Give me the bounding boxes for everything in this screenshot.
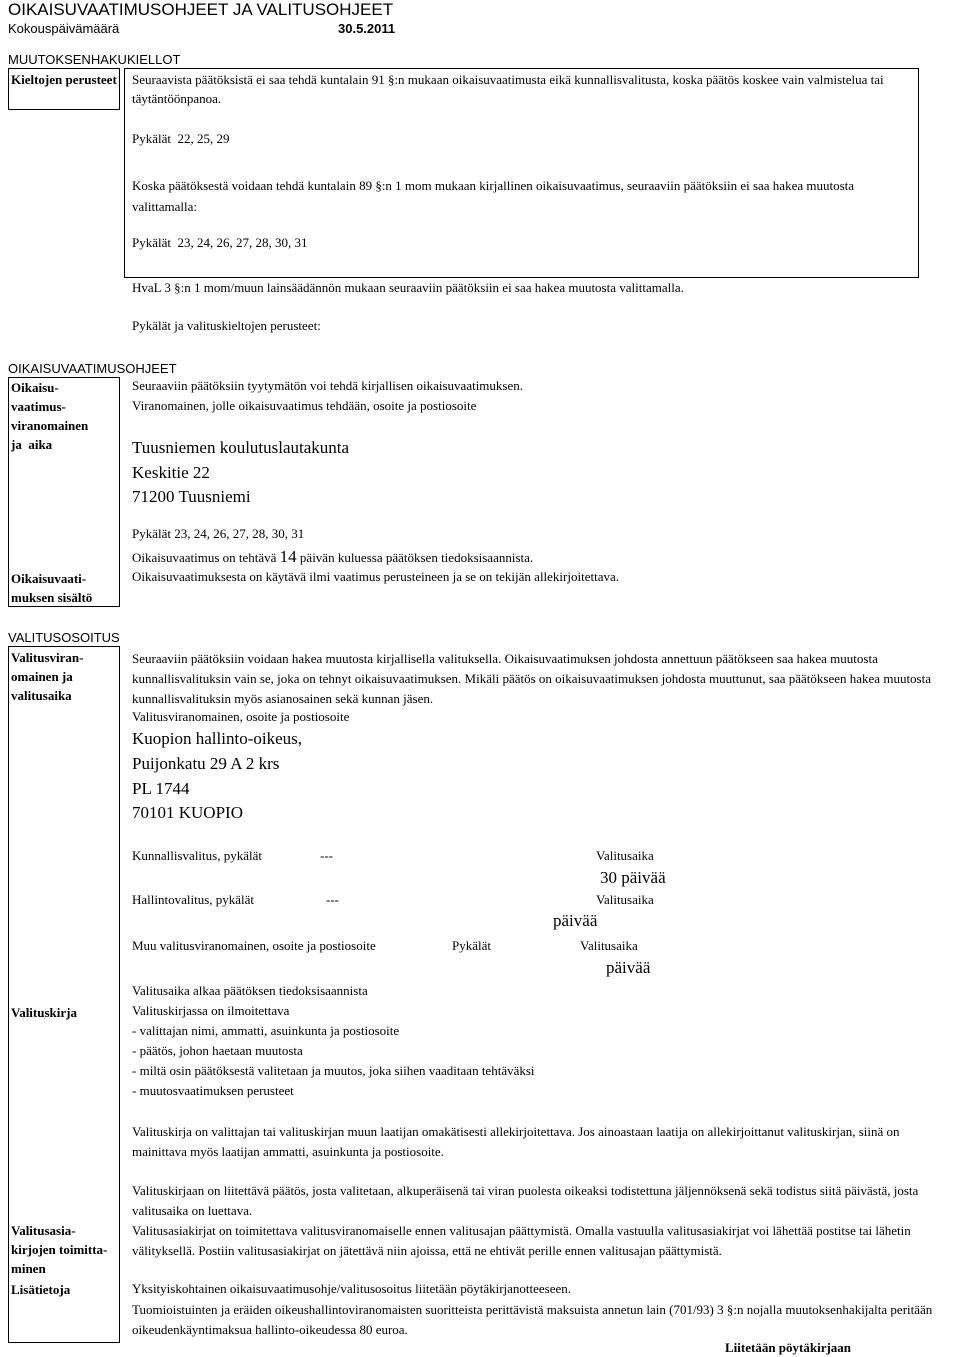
valitus-address-3: PL 1744 — [132, 779, 190, 798]
label-line: omainen ja — [11, 669, 73, 684]
hallintovalitus-dash: --- — [326, 892, 339, 907]
kielto-pykalat-2: Pykälät 23, 24, 26, 27, 28, 30, 31 — [132, 235, 308, 250]
hallintovalitus-label: Hallintovalitus, pykälät — [132, 892, 255, 907]
muu-viranomainen-label: Muu valitusviranomainen, osoite ja postiosoite — [132, 938, 376, 953]
valitus-address-1: Kuopion hallinto-oikeus, — [132, 729, 302, 748]
kunnallisvalitus-label: Kunnallisvalitus, pykälät — [132, 848, 262, 863]
label-line: valitusaika — [11, 688, 72, 703]
label-line: minen — [11, 1261, 46, 1276]
valituskirja-signature: Valituskirja on valittajan tai valituskirjan muun laatijan omakätisesti allekirjoitettava. Jos ainoastaan laatija on allekirjoittanut valituskirjan, siinä on mainittava myös laatijan ammatti, asuinkunta ja postiosoite. — [132, 1124, 900, 1159]
section-heading-oikaisuvaatimusohjeet: OIKAISUVAATIMUSOHJEET — [8, 361, 177, 376]
label-valitusviranomainen — [11, 648, 83, 705]
label-line: viranomainen — [11, 418, 89, 433]
label-line: Valitusviran- — [11, 650, 84, 665]
muu-time-label: Valitusaika — [580, 938, 638, 953]
valitus-paragraph-1: Seuraaviin päätöksiin voidaan hakea muutosta kirjallisella valituksella. Oikaisuvaatimuksen johdosta annettuun päätökseen saa hakea muutosta kunnallisvalituksin vain se, joka on tehnyt oikaisuvaatimuksen. Mikäli päätös on oikaisuvaatimuksen johdosta muuttunut, saa päätökseen hakea muutosta kunnallisvalituksin myös asianosainen sekä kunnan jäsen. — [132, 651, 931, 706]
kielto-paragraph-1: Seuraavista päätöksistä ei saa tehdä kuntalain 91 §:n mukaan oikaisuvaatimusta eikä kunnallisvalitusta, koska päätös koskee vain valmistelua tai täytäntöönpanoa. — [132, 72, 884, 106]
section-heading-muutoksenhakukiellot: MUUTOKSENHAKUKIELLOT — [8, 52, 181, 67]
oikaisu-deadline — [132, 547, 533, 567]
valituskirja-attachments: Valituskirjaan on liitettävä päätös, josta valitetaan, alkuperäisenä tai viran puolesta oikeaksi todistettuna jäljennöksenä sekä todistus siitä päivästä, josta valitusaika on luettava. — [132, 1183, 919, 1218]
lisatietoja-line-2: Tuomioistuinten ja eräiden oikeushallintoviranomaisten suoritteista perittävistä maksuista annetun lain (701/93) 3 §:n nojalla muutoksenhakijalta peritään oikeudenkäyntimaksua hallinto-oikeudessa 80 euroa. — [132, 1302, 933, 1337]
label-line: Oikaisuvaati- — [11, 571, 87, 586]
oikaisu-address-1: Tuusniemen koulutuslautakunta — [132, 438, 350, 457]
valituskirja-item-1: - valittajan nimi, ammatti, asuinkunta ja postiosoite — [132, 1023, 400, 1038]
footer-note: Liitetään pöytäkirjaan — [725, 1340, 852, 1355]
label-line: ja aika — [11, 437, 53, 452]
oikaisu-address-3: 71200 Tuusniemi — [132, 487, 251, 506]
deadline-days: 14 — [279, 547, 297, 566]
oikaisu-address-2: Keskitie 22 — [132, 463, 210, 482]
kielto-paragraph-2: Koska päätöksestä voidaan tehdä kuntalain 89 §:n 1 mom mukaan kirjallinen oikaisuvaatimus, seuraaviin päätöksiin ei saa hakea muutosta valittamalla: — [132, 178, 855, 214]
label-oikaisuvaatimuksen-sisalto — [11, 569, 92, 607]
deadline-text: Oikaisuvaatimus on tehtävä — [132, 550, 277, 565]
kunnallisvalitus-dash: --- — [320, 848, 333, 863]
hallintovalitus-time-label: Valitusaika — [596, 892, 654, 907]
document-title: OIKAISUVAATIMUSOHJEET JA VALITUSOHJEET — [8, 0, 394, 19]
oikaisu-line-1: Seuraaviin päätöksiin tyytymätön voi tehdä kirjallisen oikaisuvaatimuksen. — [132, 378, 524, 393]
valituskirja-intro: Valituskirjassa on ilmoitettava — [132, 1003, 290, 1018]
oikaisu-content: Oikaisuvaatimuksesta on käytävä ilmi vaatimus perusteineen ja se on tekijän allekirjoitettava. — [132, 569, 619, 584]
label-valituskirja: Valituskirja — [11, 1005, 77, 1020]
label-line: Oikaisu- — [11, 380, 59, 395]
oikaisu-pykalat: Pykälät 23, 24, 26, 27, 28, 30, 31 — [132, 526, 305, 541]
muu-pykalat-label: Pykälät — [452, 938, 491, 953]
label-line: vaatimus- — [11, 399, 66, 414]
label-kieltojen-perusteet: Kieltojen perusteet — [11, 72, 117, 87]
kielto-pykalat-1: Pykälät 22, 25, 29 — [132, 131, 230, 146]
valitusaika-start: Valitusaika alkaa päätöksen tiedoksisaannista — [132, 983, 368, 998]
label-line: kirjojen toimitta- — [11, 1242, 108, 1257]
kielto-paragraph-3: HvaL 3 §:n 1 mom/muun lainsäädännön mukaan seuraaviin päätöksiin ei saa hakea muutosta valittamalla. — [132, 280, 684, 295]
valitus-address-2: Puijonkatu 29 A 2 krs — [132, 754, 280, 773]
label-oikaisuvaatimusviranomainen — [11, 378, 88, 454]
valituskirja-item-3: - miltä osin päätöksestä valitetaan ja muutos, joka siihen vaaditaan tehtäväksi — [132, 1063, 535, 1078]
lisatietoja-line-1: Yksityiskohtainen oikaisuvaatimusohje/valitusosoitus liitetään pöytäkirjanotteeseen. — [132, 1281, 572, 1296]
valituskirja-item-2: - päätös, johon haetaan muutosta — [132, 1043, 303, 1058]
valituskirja-item-4: - muutosvaatimuksen perusteet — [132, 1083, 294, 1098]
section-heading-valitusosoitus: VALITUSOSOITUS — [8, 630, 120, 645]
label-line: Valitusasia- — [11, 1223, 76, 1238]
valitus-address-4: 70101 KUOPIO — [132, 803, 243, 822]
label-valitusasiakirjojen-toimittaminen — [11, 1221, 107, 1278]
toimittaminen-paragraph: Valitusasiakirjat on toimitettava valitusviranomaiselle ennen valitusajan päättymistä. Omalla vastuulla valitusasiakirjat voi lähettää postitse tai lähetin välityksellä. Postiin valitusasiakirjat on jätettävä niin ajoissa, että ne ehtivät perille ennen valitusajan päättymistä. — [132, 1223, 911, 1258]
kunnallisvalitus-time-value: 30 päivää — [600, 868, 666, 887]
kunnallisvalitus-time-label: Valitusaika — [596, 848, 654, 863]
label-lisatietoja: Lisätietoja — [11, 1282, 71, 1297]
deadline-text: päivän kuluessa päätöksen tiedoksisaannista. — [299, 550, 534, 565]
oikaisu-line-2: Viranomainen, jolle oikaisuvaatimus tehdään, osoite ja postiosoite — [132, 398, 477, 413]
muu-time-value: päivää — [606, 958, 651, 977]
valitus-authority-label: Valitusviranomainen, osoite ja postiosoite — [132, 709, 350, 724]
date-value: 30.5.2011 — [338, 21, 396, 36]
label-line: muksen sisältö — [11, 590, 93, 605]
hallintovalitus-time-value: päivää — [553, 911, 598, 930]
kielto-paragraph-4: Pykälät ja valituskieltojen perusteet: — [132, 318, 321, 333]
date-label: Kokouspäivämäärä — [8, 21, 120, 36]
